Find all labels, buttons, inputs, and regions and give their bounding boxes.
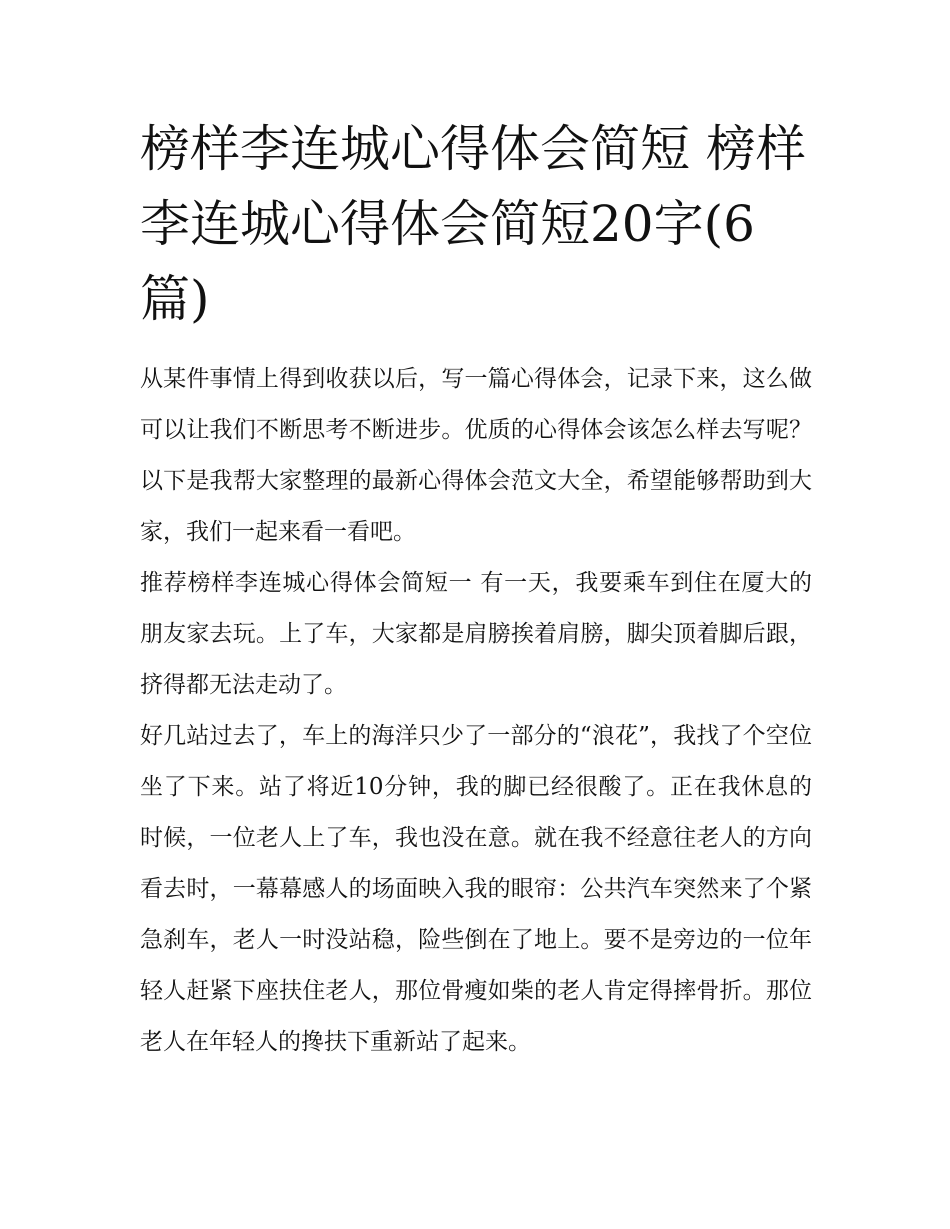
document-title: 榜样李连城心得体会简短 榜样李连城心得体会简短20字(6篇) bbox=[140, 120, 806, 328]
paragraph-intro: 从某件事情上得到收获以后，写一篇心得体会，记录下来，这么做可以让我们不断思考不断进步。优质的心得体会该怎么样去写呢？以下是我帮大家整理的最新心得体会范文大全，希望能够帮助到大家，我们一起来看一看吧。 bbox=[140, 366, 812, 545]
paragraph-bus-story: 好几站过去了，车上的海洋只少了一部分的“浪花”，我找了个空位坐了下来。站了将近10分钟，我的脚已经很酸了。正在我休息的时候，一位老人上了车，我也没在意。就在我不经意往老人的方向看去时，一幕幕感人的场面映入我的眼帘：公共汽车突然来了个紧急刹车，老人一时没站稳，险些倒在了地上。要不是旁边的一位年轻人赶紧下座扶住老人，那位骨瘦如柴的老人肯定得摔骨折。那位老人在年轻人的搀扶下重新站了起来。 bbox=[140, 723, 812, 1055]
document-body bbox=[140, 354, 812, 1068]
paragraph-recommend-one: 推荐榜样李连城心得体会简短一 有一天，我要乘车到住在厦大的朋友家去玩。上了车，大家都是肩膀挨着肩膀，脚尖顶着脚后跟，挤得都无法走动了。 bbox=[140, 570, 812, 698]
